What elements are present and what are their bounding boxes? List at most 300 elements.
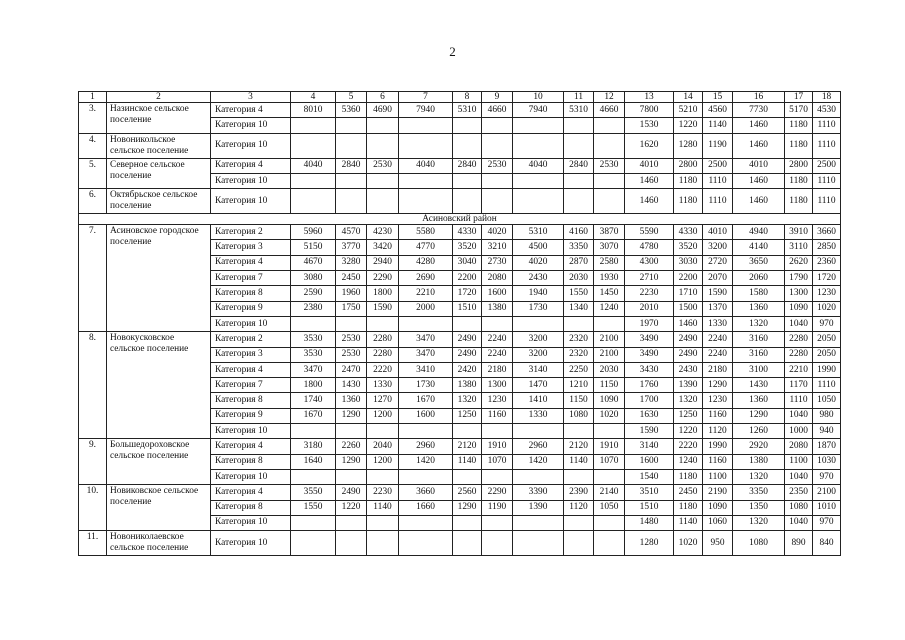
category-cell: Категория 10 [211, 469, 291, 484]
value-cell [513, 515, 564, 530]
value-cell: 1990 [703, 439, 733, 454]
value-cell: 1390 [674, 378, 703, 393]
value-cell: 1260 [733, 424, 785, 439]
value-cell: 1090 [594, 393, 625, 408]
value-cell: 1470 [513, 378, 564, 393]
value-cell: 2800 [785, 158, 813, 173]
value-cell [399, 424, 453, 439]
value-cell: 3390 [513, 485, 564, 500]
value-cell: 3650 [733, 255, 785, 270]
value-cell: 4010 [703, 225, 733, 240]
settlement-name: Северное сельское поселение [107, 158, 211, 189]
column-header: 11 [564, 92, 594, 103]
row-number: 6. [79, 189, 107, 214]
value-cell [291, 531, 336, 556]
value-cell: 1330 [703, 316, 733, 331]
value-cell: 3420 [367, 240, 399, 255]
value-cell [291, 118, 336, 133]
value-cell: 2720 [703, 255, 733, 270]
value-cell: 1720 [453, 286, 482, 301]
settlement-name: Новониколаевское сельское поселение [107, 531, 211, 556]
value-cell: 2870 [564, 255, 594, 270]
value-cell [564, 469, 594, 484]
value-cell [367, 469, 399, 484]
value-cell: 1620 [625, 133, 674, 158]
value-cell: 1630 [625, 408, 674, 423]
value-cell: 7800 [625, 103, 674, 118]
value-cell: 4230 [367, 225, 399, 240]
value-cell: 1230 [813, 286, 841, 301]
value-cell: 1410 [513, 393, 564, 408]
value-cell: 1140 [367, 500, 399, 515]
value-cell: 5310 [453, 103, 482, 118]
value-cell: 1110 [813, 118, 841, 133]
row-number: 8. [79, 332, 107, 439]
value-cell: 1020 [813, 301, 841, 316]
value-cell: 1990 [813, 362, 841, 377]
column-header: 9 [482, 92, 513, 103]
value-cell [564, 189, 594, 214]
value-cell: 2530 [482, 158, 513, 173]
value-cell: 1480 [625, 515, 674, 530]
value-cell [399, 133, 453, 158]
column-header: 1 [79, 92, 107, 103]
value-cell: 1800 [367, 286, 399, 301]
table-row [79, 158, 841, 173]
value-cell: 1080 [564, 408, 594, 423]
value-cell: 1040 [785, 469, 813, 484]
value-cell [291, 469, 336, 484]
value-cell: 2840 [336, 158, 367, 173]
value-cell: 1200 [367, 408, 399, 423]
value-cell: 1940 [513, 286, 564, 301]
value-cell: 2490 [336, 485, 367, 500]
value-cell: 5170 [785, 103, 813, 118]
value-cell: 1590 [625, 424, 674, 439]
value-cell: 2530 [336, 332, 367, 347]
value-cell: 1080 [733, 531, 785, 556]
category-cell: Категория 8 [211, 393, 291, 408]
column-header: 7 [399, 92, 453, 103]
value-cell: 1790 [785, 271, 813, 286]
value-cell [594, 531, 625, 556]
column-header: 17 [785, 92, 813, 103]
value-cell [399, 469, 453, 484]
settlement-name: Асиновское городское поселение [107, 225, 211, 332]
value-cell: 2360 [813, 255, 841, 270]
value-cell [482, 316, 513, 331]
value-cell [482, 515, 513, 530]
value-cell: 2620 [785, 255, 813, 270]
value-cell: 1070 [482, 454, 513, 469]
value-cell: 4020 [513, 255, 564, 270]
value-cell: 1510 [453, 301, 482, 316]
value-cell: 1460 [625, 173, 674, 188]
value-cell: 1320 [674, 393, 703, 408]
category-cell: Категория 7 [211, 378, 291, 393]
value-cell [453, 118, 482, 133]
value-cell: 2960 [399, 439, 453, 454]
value-cell: 2530 [594, 158, 625, 173]
value-cell [367, 118, 399, 133]
value-cell [399, 173, 453, 188]
value-cell: 4690 [367, 103, 399, 118]
value-cell: 2320 [564, 347, 594, 362]
value-cell: 2120 [564, 439, 594, 454]
table-row [79, 439, 841, 454]
value-cell: 970 [813, 469, 841, 484]
value-cell: 2280 [785, 332, 813, 347]
value-cell: 3200 [513, 332, 564, 347]
value-cell: 1220 [674, 118, 703, 133]
value-cell: 1710 [674, 286, 703, 301]
value-cell: 2070 [703, 271, 733, 286]
value-cell: 2380 [291, 301, 336, 316]
value-cell: 4330 [674, 225, 703, 240]
value-cell: 1330 [513, 408, 564, 423]
value-cell: 4530 [813, 103, 841, 118]
value-cell: 2390 [564, 485, 594, 500]
column-header: 18 [813, 92, 841, 103]
value-cell: 7940 [399, 103, 453, 118]
value-cell: 2450 [674, 485, 703, 500]
value-cell: 2430 [513, 271, 564, 286]
value-cell: 2060 [733, 271, 785, 286]
value-cell: 3470 [291, 362, 336, 377]
value-cell: 1460 [733, 189, 785, 214]
value-cell: 1280 [625, 531, 674, 556]
value-cell: 2200 [453, 271, 482, 286]
category-cell: Категория 3 [211, 240, 291, 255]
table-row [79, 485, 841, 500]
value-cell: 4660 [482, 103, 513, 118]
value-cell: 1580 [733, 286, 785, 301]
value-cell: 2210 [399, 286, 453, 301]
column-header: 2 [107, 92, 211, 103]
settlement-name: Новокусковское сельское поселение [107, 332, 211, 439]
value-cell: 1460 [733, 173, 785, 188]
value-cell: 3660 [813, 225, 841, 240]
row-number: 7. [79, 225, 107, 332]
value-cell [594, 424, 625, 439]
value-cell [564, 316, 594, 331]
value-cell: 1240 [674, 454, 703, 469]
value-cell [513, 469, 564, 484]
value-cell: 1020 [674, 531, 703, 556]
value-cell [367, 133, 399, 158]
value-cell [453, 133, 482, 158]
column-header: 15 [703, 92, 733, 103]
category-cell: Категория 2 [211, 225, 291, 240]
value-cell: 950 [703, 531, 733, 556]
column-header: 14 [674, 92, 703, 103]
value-cell [336, 424, 367, 439]
value-cell: 1390 [513, 500, 564, 515]
category-cell: Категория 10 [211, 133, 291, 158]
value-cell: 3100 [733, 362, 785, 377]
value-cell [513, 189, 564, 214]
column-header: 3 [211, 92, 291, 103]
value-cell: 1140 [453, 454, 482, 469]
value-cell: 4560 [703, 103, 733, 118]
value-cell: 1280 [674, 133, 703, 158]
value-cell [513, 424, 564, 439]
value-cell: 2280 [785, 347, 813, 362]
value-cell: 2590 [291, 286, 336, 301]
value-cell: 1150 [564, 393, 594, 408]
value-cell [594, 469, 625, 484]
value-cell: 4010 [625, 158, 674, 173]
value-cell: 1250 [674, 408, 703, 423]
value-cell: 1530 [625, 118, 674, 133]
value-cell: 1090 [785, 301, 813, 316]
value-cell [291, 424, 336, 439]
value-cell: 1110 [703, 173, 733, 188]
value-cell: 4040 [513, 158, 564, 173]
value-cell [482, 189, 513, 214]
value-cell: 2710 [625, 271, 674, 286]
value-cell: 1290 [453, 500, 482, 515]
value-cell [513, 531, 564, 556]
value-cell: 1180 [674, 500, 703, 515]
value-cell: 1270 [367, 393, 399, 408]
value-cell: 1190 [703, 133, 733, 158]
value-cell: 1140 [703, 118, 733, 133]
value-cell: 1140 [564, 454, 594, 469]
value-cell: 2240 [703, 347, 733, 362]
value-cell: 1320 [453, 393, 482, 408]
category-cell: Категория 10 [211, 531, 291, 556]
value-cell: 5360 [336, 103, 367, 118]
value-cell: 2100 [594, 332, 625, 347]
value-cell: 2290 [367, 271, 399, 286]
column-header: 13 [625, 92, 674, 103]
value-cell: 1550 [564, 286, 594, 301]
settlement-name: Октябрьское сельское поселение [107, 189, 211, 214]
value-cell [594, 133, 625, 158]
value-cell [564, 424, 594, 439]
value-cell: 2240 [482, 332, 513, 347]
value-cell: 2290 [482, 485, 513, 500]
value-cell: 1250 [453, 408, 482, 423]
value-cell: 2840 [453, 158, 482, 173]
value-cell: 970 [813, 316, 841, 331]
value-cell [564, 515, 594, 530]
value-cell: 1380 [482, 301, 513, 316]
value-cell: 1340 [564, 301, 594, 316]
value-cell: 3160 [733, 347, 785, 362]
value-cell [564, 133, 594, 158]
value-cell [453, 531, 482, 556]
category-cell: Категория 10 [211, 173, 291, 188]
value-cell: 1320 [733, 515, 785, 530]
value-cell: 2560 [453, 485, 482, 500]
value-cell: 1020 [594, 408, 625, 423]
value-cell: 2010 [625, 301, 674, 316]
value-cell: 4140 [733, 240, 785, 255]
value-cell: 2320 [564, 332, 594, 347]
header-row [79, 92, 841, 103]
category-cell: Категория 4 [211, 255, 291, 270]
value-cell: 2240 [703, 332, 733, 347]
column-header: 4 [291, 92, 336, 103]
value-cell: 1730 [399, 378, 453, 393]
value-cell: 1180 [674, 173, 703, 188]
value-cell: 3030 [674, 255, 703, 270]
value-cell: 3770 [336, 240, 367, 255]
value-cell: 1460 [733, 133, 785, 158]
value-cell: 2180 [703, 362, 733, 377]
value-cell: 3550 [291, 485, 336, 500]
value-cell: 1370 [703, 301, 733, 316]
value-cell [367, 316, 399, 331]
value-cell: 970 [813, 515, 841, 530]
value-cell: 3070 [594, 240, 625, 255]
value-cell: 3470 [399, 332, 453, 347]
value-cell: 840 [813, 531, 841, 556]
value-cell: 1290 [733, 408, 785, 423]
value-cell: 1110 [785, 393, 813, 408]
value-cell [594, 173, 625, 188]
value-cell: 1160 [703, 454, 733, 469]
value-cell: 5150 [291, 240, 336, 255]
row-number: 11. [79, 531, 107, 556]
category-cell: Категория 4 [211, 103, 291, 118]
value-cell: 1640 [291, 454, 336, 469]
value-cell [453, 189, 482, 214]
value-cell: 1040 [785, 316, 813, 331]
value-cell: 2260 [336, 439, 367, 454]
value-cell [564, 118, 594, 133]
value-cell: 4660 [594, 103, 625, 118]
table-row [79, 103, 841, 118]
value-cell [291, 515, 336, 530]
value-cell: 1160 [482, 408, 513, 423]
value-cell: 2800 [674, 158, 703, 173]
value-cell [453, 515, 482, 530]
value-cell: 1180 [785, 189, 813, 214]
category-cell: Категория 8 [211, 286, 291, 301]
value-cell [513, 173, 564, 188]
value-cell: 1430 [733, 378, 785, 393]
value-cell: 1760 [625, 378, 674, 393]
value-cell [399, 515, 453, 530]
value-cell: 4280 [399, 255, 453, 270]
value-cell: 1110 [813, 189, 841, 214]
value-cell [399, 316, 453, 331]
value-cell: 5310 [513, 225, 564, 240]
category-cell: Категория 9 [211, 301, 291, 316]
value-cell: 1910 [482, 439, 513, 454]
value-cell: 940 [813, 424, 841, 439]
value-cell: 2430 [674, 362, 703, 377]
value-cell: 1500 [674, 301, 703, 316]
value-cell: 1180 [674, 469, 703, 484]
value-cell: 2580 [594, 255, 625, 270]
value-cell [291, 189, 336, 214]
value-cell: 2230 [625, 286, 674, 301]
value-cell: 1180 [785, 118, 813, 133]
value-cell: 5210 [674, 103, 703, 118]
value-cell: 4040 [399, 158, 453, 173]
value-cell: 2530 [367, 158, 399, 173]
table-row [79, 133, 841, 158]
category-cell: Категория 4 [211, 158, 291, 173]
value-cell: 3200 [703, 240, 733, 255]
value-cell: 7940 [513, 103, 564, 118]
value-cell: 1040 [785, 408, 813, 423]
category-cell: Категория 7 [211, 271, 291, 286]
category-cell: Категория 9 [211, 408, 291, 423]
value-cell [291, 173, 336, 188]
value-cell: 3490 [625, 332, 674, 347]
table-body [79, 92, 841, 556]
value-cell [367, 189, 399, 214]
value-cell: 2960 [513, 439, 564, 454]
row-number: 3. [79, 103, 107, 134]
value-cell [336, 173, 367, 188]
value-cell: 1040 [785, 515, 813, 530]
category-cell: Категория 4 [211, 362, 291, 377]
value-cell: 3200 [513, 347, 564, 362]
value-cell: 5960 [291, 225, 336, 240]
value-cell [482, 133, 513, 158]
value-cell: 1230 [703, 393, 733, 408]
value-cell: 2490 [453, 347, 482, 362]
value-cell: 1330 [367, 378, 399, 393]
value-cell: 2690 [399, 271, 453, 286]
value-cell: 7730 [733, 103, 785, 118]
value-cell: 8010 [291, 103, 336, 118]
district-row [79, 214, 841, 225]
value-cell [564, 531, 594, 556]
value-cell: 1600 [482, 286, 513, 301]
value-cell: 1170 [785, 378, 813, 393]
value-cell: 2180 [482, 362, 513, 377]
row-number: 9. [79, 439, 107, 485]
value-cell [482, 531, 513, 556]
value-cell: 2490 [453, 332, 482, 347]
value-cell: 4670 [291, 255, 336, 270]
value-cell: 1210 [564, 378, 594, 393]
value-cell: 3110 [785, 240, 813, 255]
value-cell: 3470 [399, 347, 453, 362]
value-cell: 2050 [813, 347, 841, 362]
value-cell [336, 515, 367, 530]
column-header: 6 [367, 92, 399, 103]
value-cell [482, 118, 513, 133]
value-cell: 1300 [785, 286, 813, 301]
value-cell [564, 173, 594, 188]
value-cell: 1380 [453, 378, 482, 393]
value-cell: 1540 [625, 469, 674, 484]
value-cell: 1970 [625, 316, 674, 331]
value-cell [291, 133, 336, 158]
value-cell [453, 173, 482, 188]
value-cell: 1320 [733, 316, 785, 331]
column-header: 8 [453, 92, 482, 103]
value-cell [367, 173, 399, 188]
value-cell: 980 [813, 408, 841, 423]
value-cell: 1230 [482, 393, 513, 408]
row-number: 4. [79, 133, 107, 158]
value-cell [291, 316, 336, 331]
value-cell: 1100 [703, 469, 733, 484]
value-cell: 3280 [336, 255, 367, 270]
value-cell: 1910 [594, 439, 625, 454]
value-cell [482, 469, 513, 484]
value-cell: 1870 [813, 439, 841, 454]
